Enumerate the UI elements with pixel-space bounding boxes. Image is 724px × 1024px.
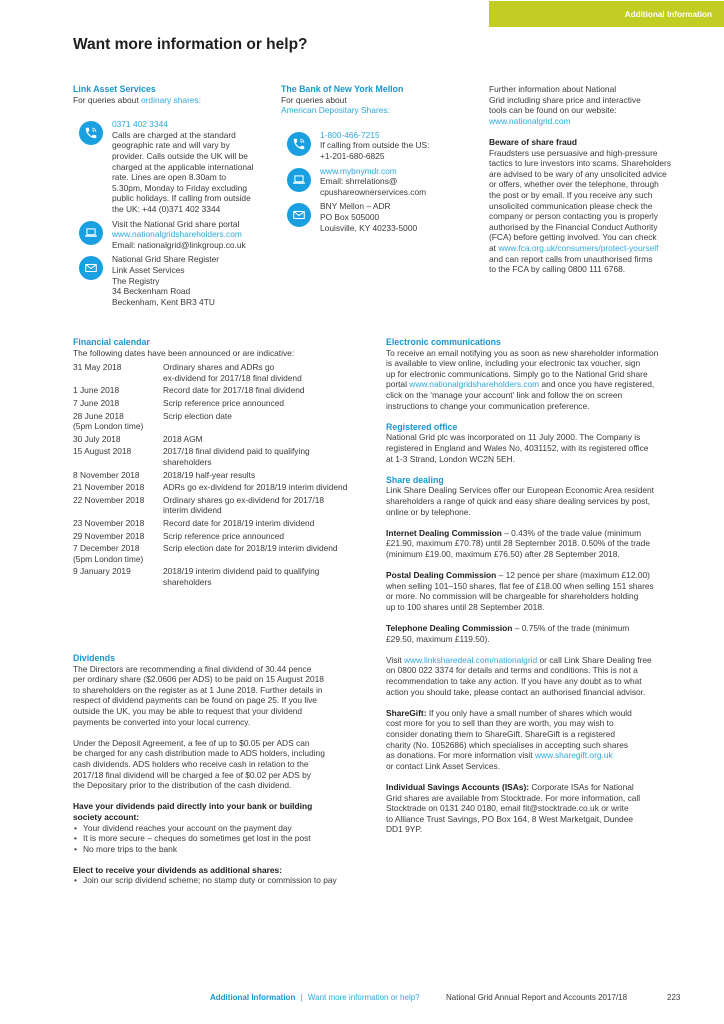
fraud-line: authorised by the Financial Conduct Authority bbox=[489, 221, 658, 232]
portal-text: Visit the National Grid share portal bbox=[112, 218, 240, 229]
office-line: registered in England and Wales No, 4031152, with its registered office bbox=[386, 442, 649, 453]
bny-address-row bbox=[281, 201, 481, 233]
fraud-line: unsolicited communication please check the bbox=[489, 200, 653, 211]
further-line: Grid including share price and interactive bbox=[489, 94, 641, 105]
telephone-commission: Telephone Dealing Commission – 0.75% of the trade (minimum bbox=[386, 623, 630, 634]
bny-intro: For queries about bbox=[281, 94, 347, 105]
financial-calendar bbox=[73, 337, 373, 587]
visit-line: recommendation to take any action. If you have any doubt as to what bbox=[386, 676, 642, 686]
fraud-line: at www.fca.org.uk/consumers/protect-yourself bbox=[489, 242, 659, 253]
calendar-row bbox=[73, 398, 373, 409]
dividends-heading: Dividends bbox=[73, 653, 116, 663]
fca-link[interactable]: www.fca.org.uk/consumers/protect-yourself bbox=[498, 242, 659, 253]
office-line: at 1-3 Strand, London WC2N 5EH. bbox=[386, 453, 515, 464]
calendar-date: 28 June 2018 (5pm London time) bbox=[73, 410, 144, 432]
link-phone-line: public holidays. If calling from outside bbox=[112, 193, 251, 204]
electronic-line: portal www.nationalgridshareholders.com and once you have registered, bbox=[386, 379, 655, 390]
office-line: National Grid plc was incorporated on 11 July 2000. The Company is bbox=[386, 432, 641, 443]
bny-email-line[interactable]: Email: shrrelations@ bbox=[320, 176, 398, 187]
sharegift-line: ShareGift: If you only have a small number of shares which would bbox=[386, 707, 632, 718]
fraud-line: and can report calls from unauthorised firms bbox=[489, 253, 653, 264]
electronic-line: is available to view online, including your electronic tax voucher, sign bbox=[386, 358, 641, 369]
calendar-date: 8 November 2018 bbox=[73, 469, 140, 480]
bank-heading: Have your dividends paid directly into your bank or building bbox=[73, 801, 313, 812]
bny-phone-number[interactable]: 1-800-466-7215 bbox=[320, 129, 380, 140]
dividends-p1-line: respect of dividend payments can be found on page 25. If you live bbox=[73, 695, 317, 706]
address-line: Beckenham, Kent BR3 4TU bbox=[112, 296, 215, 307]
isa-label: Individual Savings Accounts (ISAs): bbox=[386, 781, 530, 792]
postal-line: when selling 101–150 shares, flat fee of £18.00 when selling 151 shares bbox=[386, 580, 654, 591]
link-phone-line: Calls are charged at the standard bbox=[112, 129, 236, 140]
isa-line: DD1 9YP. bbox=[386, 824, 423, 835]
bny-address-line: Louisville, KY 40233-5000 bbox=[320, 222, 418, 233]
dividends-p1-line: payments be converted into your local currency. bbox=[73, 716, 251, 727]
page-title: Want more information or help? bbox=[73, 36, 308, 53]
calendar-table bbox=[73, 362, 373, 587]
calendar-event: 2017/18 final dividend paid to qualifying shareholders bbox=[163, 446, 310, 467]
fraud-heading: Beware of share fraud bbox=[489, 136, 577, 147]
isa-line: Individual Savings Accounts (ISAs): Corporate ISAs for National bbox=[386, 781, 634, 792]
scrip-heading: Elect to receive your dividends as additional shares: bbox=[73, 864, 282, 875]
visit-line: Visit www.linksharedeal.com/nationalgrid or call Link Share Dealing free bbox=[386, 654, 652, 665]
sharegift-line: as donations. For more information visit www.sharegift.org.uk bbox=[386, 750, 613, 761]
internet-label: Internet Dealing Commission bbox=[386, 527, 502, 538]
bny-address-line: PO Box 505000 bbox=[320, 211, 380, 222]
calendar-event: ADRs go ex-dividend for 2018/19 interim dividend bbox=[163, 482, 348, 493]
calendar-date: 31 May 2018 bbox=[73, 362, 122, 373]
bny-heading: The Bank of New York Mellon bbox=[281, 84, 404, 94]
calendar-heading: Financial calendar bbox=[73, 337, 150, 347]
link-phone-line: rate. Lines are open 8.30am to bbox=[112, 172, 227, 183]
calendar-row bbox=[73, 482, 373, 493]
envelope-icon bbox=[79, 256, 103, 280]
footer-page-number: 223 bbox=[667, 993, 681, 1002]
bny-phone-line: If calling from outside the US: bbox=[320, 140, 430, 151]
link-email[interactable]: Email: nationalgrid@linkgroup.co.uk bbox=[112, 239, 246, 250]
address-line: 34 Beckenham Road bbox=[112, 286, 191, 297]
link-phone-line: geographic rate and will vary by bbox=[112, 140, 230, 151]
registered-office-heading: Registered office bbox=[386, 421, 458, 432]
sharegift-line: charity (No. 1052686) which specialises in accepting such shares bbox=[386, 739, 629, 750]
bullet-item: • Join our scrip dividend scheme; no stamp duty or commission to pay bbox=[73, 875, 378, 886]
sharegift-line: or contact Link Asset Services. bbox=[386, 760, 501, 771]
laptop-icon bbox=[287, 168, 311, 192]
calendar-row bbox=[73, 531, 373, 542]
dividends-p2-line: the Depositary prior to the distribution of the cash dividend. bbox=[73, 780, 292, 791]
sharegift-line: cost more for you to sell than they are worth, you may wish to bbox=[386, 718, 614, 729]
share-dealing-heading: Share dealing bbox=[386, 474, 444, 485]
calendar-date: 7 December 2018 (5pm London time) bbox=[73, 543, 144, 564]
electronic-line: To receive an email notifying you as soon as new shareholder information bbox=[386, 347, 659, 358]
dividends-block bbox=[73, 653, 378, 886]
bny-phone-line: +1-201-680-6825 bbox=[320, 150, 385, 161]
link-phone-number[interactable]: 0371 402 3344 bbox=[112, 119, 168, 130]
isa-line: Stocktrade on 0131 240 0180, email fit@stocktrade.co.uk or write bbox=[386, 803, 629, 814]
bny-web-row bbox=[281, 166, 481, 198]
calendar-row bbox=[73, 518, 373, 529]
visit-line: on 0800 022 3374 for details and terms and conditions. This is not a bbox=[386, 665, 638, 676]
address-line: National Grid Share Register bbox=[112, 254, 220, 265]
further-line: tools can be found on our website: bbox=[489, 105, 617, 116]
calendar-event: 2018/19 interim dividend paid to qualifying shareholders bbox=[163, 566, 320, 587]
calendar-date: 7 June 2018 bbox=[73, 397, 120, 408]
link-address-row bbox=[73, 254, 273, 307]
fraud-line: (FCA) before getting involved. You can check bbox=[489, 232, 657, 243]
fraud-line: the post or by email. If you receive any such bbox=[489, 189, 653, 200]
bank-bullets bbox=[73, 823, 378, 855]
dividends-p1-line: to shareholders on the register as at 1 June 2018. Further details in bbox=[73, 684, 323, 695]
scrip-bullets bbox=[73, 875, 378, 886]
bny-email-line[interactable]: cpushareownerservices.com bbox=[320, 186, 427, 197]
isa-line: Grid shares are available from Stocktrade. For more information, call bbox=[386, 792, 641, 803]
calendar-date: 30 July 2018 bbox=[73, 433, 121, 444]
link-portal-row bbox=[73, 219, 273, 251]
dealing-line: shareholders a range of quick and easy share dealing services by post, bbox=[386, 495, 650, 506]
isa-line: to Alliance Trust Savings, PO Box 164, 8 West Marketgait, Dundee bbox=[386, 813, 634, 824]
sharegift-label: ShareGift: bbox=[386, 707, 427, 718]
link-phone-line: charged at the applicable international bbox=[112, 161, 254, 172]
internet-commission: Internet Dealing Commission – 0.43% of the trade value (minimum bbox=[386, 527, 642, 538]
calendar-event: Scrip election date bbox=[163, 410, 232, 421]
calendar-row bbox=[73, 495, 373, 516]
calendar-event: Scrip election date for 2018/19 interim dividend bbox=[163, 543, 338, 554]
sharegift-line: consider donating them to ShareGift. ShareGift is a registered bbox=[386, 728, 616, 739]
bullet-item: • Your dividend reaches your account on the payment day bbox=[73, 823, 378, 834]
calendar-event: 2018 AGM bbox=[163, 433, 203, 444]
phone-icon bbox=[287, 132, 311, 156]
bank-heading: society account: bbox=[73, 811, 140, 822]
calendar-row bbox=[73, 434, 373, 445]
calendar-row bbox=[73, 566, 373, 587]
fraud-line: tactics to lure investors into scams. Shareholders bbox=[489, 158, 672, 169]
link-asset-services-block bbox=[73, 84, 273, 307]
further-info-block bbox=[489, 84, 719, 275]
calendar-intro: The following dates have been announced or are indicative: bbox=[73, 347, 295, 358]
calendar-date: 1 June 2018 bbox=[73, 385, 120, 396]
dividends-p2-line: be charged for any cash distribution made to ADS holders, including bbox=[73, 748, 325, 759]
link-phone-line: the UK: +44 (0)371 402 3344 bbox=[112, 203, 221, 214]
calendar-row bbox=[73, 446, 373, 467]
section-tab bbox=[489, 1, 724, 27]
ordinary-shares-link[interactable]: ordinary shares: bbox=[140, 94, 202, 105]
dealing-line: online or by telephone. bbox=[386, 506, 471, 517]
footer-section[interactable]: Additional Information bbox=[210, 993, 296, 1002]
electronic-line: instructions to change your communication preference. bbox=[386, 400, 590, 411]
electronic-line: click on the ‘manage your account’ link and follow the on screen bbox=[386, 389, 623, 400]
link-phone-row bbox=[73, 119, 273, 214]
calendar-event: Scrip reference price announced bbox=[163, 397, 285, 408]
telephone-label: Telephone Dealing Commission bbox=[386, 623, 513, 634]
bny-address-line: BNY Mellon – ADR bbox=[320, 201, 391, 212]
calendar-event: Ordinary shares and ADRs go ex-dividend for 2017/18 final dividend bbox=[163, 362, 302, 383]
calendar-event: 2018/19 half-year results bbox=[163, 469, 256, 480]
dividends-p1-line: The Directors are recommending a final dividend of 30.44 pence bbox=[73, 663, 312, 674]
dividends-p1-line: per ordinary share ($2.0606 per ADS) to be paid on 15 August 2018 bbox=[73, 674, 324, 685]
bullet-item: • It is more secure – cheques do sometimes get lost in the post bbox=[73, 833, 378, 844]
shareholder-portal-link[interactable]: www.nationalgridshareholders.com bbox=[112, 229, 242, 240]
calendar-row bbox=[73, 385, 373, 396]
telephone-line: £29.50, maximum £119.50). bbox=[386, 633, 490, 644]
right-column bbox=[386, 337, 721, 835]
address-line: The Registry bbox=[112, 275, 160, 286]
calendar-date: 29 November 2018 bbox=[73, 530, 145, 541]
nationalgrid-website-link[interactable]: www.nationalgrid.com bbox=[489, 115, 571, 126]
calendar-date: 22 November 2018 bbox=[73, 494, 145, 505]
section-tab-label: Additional Information bbox=[624, 10, 712, 19]
postal-line: up to 100 shares until 28 September 2018. bbox=[386, 601, 545, 612]
calendar-date: 21 November 2018 bbox=[73, 482, 145, 493]
ads-link[interactable]: American Depositary Shares: bbox=[281, 105, 390, 116]
dividends-p1-line: outside the UK, you may be able to request that your dividend bbox=[73, 705, 303, 716]
calendar-event: Scrip reference price announced bbox=[163, 530, 285, 541]
footer-page-topic[interactable]: Want more information or help? bbox=[307, 993, 420, 1002]
envelope-icon bbox=[287, 203, 311, 227]
fraud-line: company or person contacting you is properly bbox=[489, 211, 658, 222]
laptop-icon bbox=[79, 221, 103, 245]
dividends-p2-line: Under the Deposit Agreement, a fee of up to $0.05 per ADS can bbox=[73, 737, 310, 748]
further-line: Further information about National bbox=[489, 84, 617, 94]
fraud-line: to the FCA by calling 0800 111 6768. bbox=[489, 264, 626, 275]
footer-report-title: National Grid Annual Report and Accounts 2017/18 bbox=[446, 993, 628, 1002]
calendar-row bbox=[73, 411, 373, 432]
link-phone-line: provider. Calls outside the UK will be bbox=[112, 150, 248, 161]
calendar-row bbox=[73, 470, 373, 481]
electronic-heading: Electronic communications bbox=[386, 337, 501, 347]
dealing-line: Link Share Dealing Services offer our European Economic Area resident bbox=[386, 485, 654, 496]
electronic-line: up for electronic communications. Simply go to the National Grid share bbox=[386, 368, 648, 379]
linksharedeal-link[interactable]: www.linksharedeal.com/nationalgrid bbox=[404, 654, 538, 665]
calendar-date: 15 August 2018 bbox=[73, 446, 132, 457]
sharegift-link[interactable]: www.sharegift.org.uk bbox=[534, 750, 613, 761]
calendar-date: 9 January 2019 bbox=[73, 566, 131, 577]
calendar-date: 23 November 2018 bbox=[73, 517, 145, 528]
footer-separator: | bbox=[300, 993, 303, 1002]
calendar-event: Record date for 2018/19 interim dividend bbox=[163, 517, 315, 528]
internet-line: (minimum £19.00, maximum £76.50) after 28 September 2018. bbox=[386, 548, 620, 559]
fraud-line: or offers, whether over the telephone, through bbox=[489, 179, 659, 190]
link-asset-intro: For queries about ordinary shares: bbox=[73, 94, 202, 105]
calendar-event: Record date for 2017/18 final dividend bbox=[163, 385, 305, 396]
link-asset-heading: Link Asset Services bbox=[73, 84, 156, 94]
postal-commission: Postal Dealing Commission – 12 pence per share (maximum £12.00) bbox=[386, 570, 650, 581]
fraud-line: are advised to be wary of any unsolicited advice bbox=[489, 168, 667, 179]
bullet-item: • No more trips to the bank bbox=[73, 844, 378, 855]
fraud-line: Fraudsters use persuasive and high-pressure bbox=[489, 147, 658, 158]
bny-web-link[interactable]: www.mybnymdr.com bbox=[320, 165, 397, 176]
bny-phone-row bbox=[281, 130, 481, 162]
footer bbox=[210, 993, 420, 1003]
link-phone-line: 5.30pm, Monday to Friday excluding bbox=[112, 182, 248, 193]
dividends-p2-line: 2017/18 final dividend will be charged a fee of $0.02 per ADS by bbox=[73, 769, 311, 780]
calendar-row bbox=[73, 362, 373, 383]
shareholder-portal-link[interactable]: www.nationalgridshareholders.com bbox=[409, 379, 540, 390]
internet-line: £21.90, maximum £70.78) until 28 September 2018. 0.50% of the trade bbox=[386, 538, 650, 549]
postal-label: Postal Dealing Commission bbox=[386, 570, 497, 581]
dividends-p2-line: cash dividends. ADS holders who receive cash in relation to the bbox=[73, 758, 309, 769]
phone-icon bbox=[79, 121, 103, 145]
address-line: Link Asset Services bbox=[112, 264, 185, 275]
postal-line: or more. No commission will be chargeable for shareholders holding bbox=[386, 591, 639, 602]
calendar-event: Ordinary shares go ex-dividend for 2017/18 interim dividend bbox=[163, 494, 325, 516]
calendar-row bbox=[73, 543, 373, 564]
bny-mellon-block bbox=[281, 84, 481, 233]
visit-line: action you should take, please contact an authorised financial advisor. bbox=[386, 686, 646, 697]
